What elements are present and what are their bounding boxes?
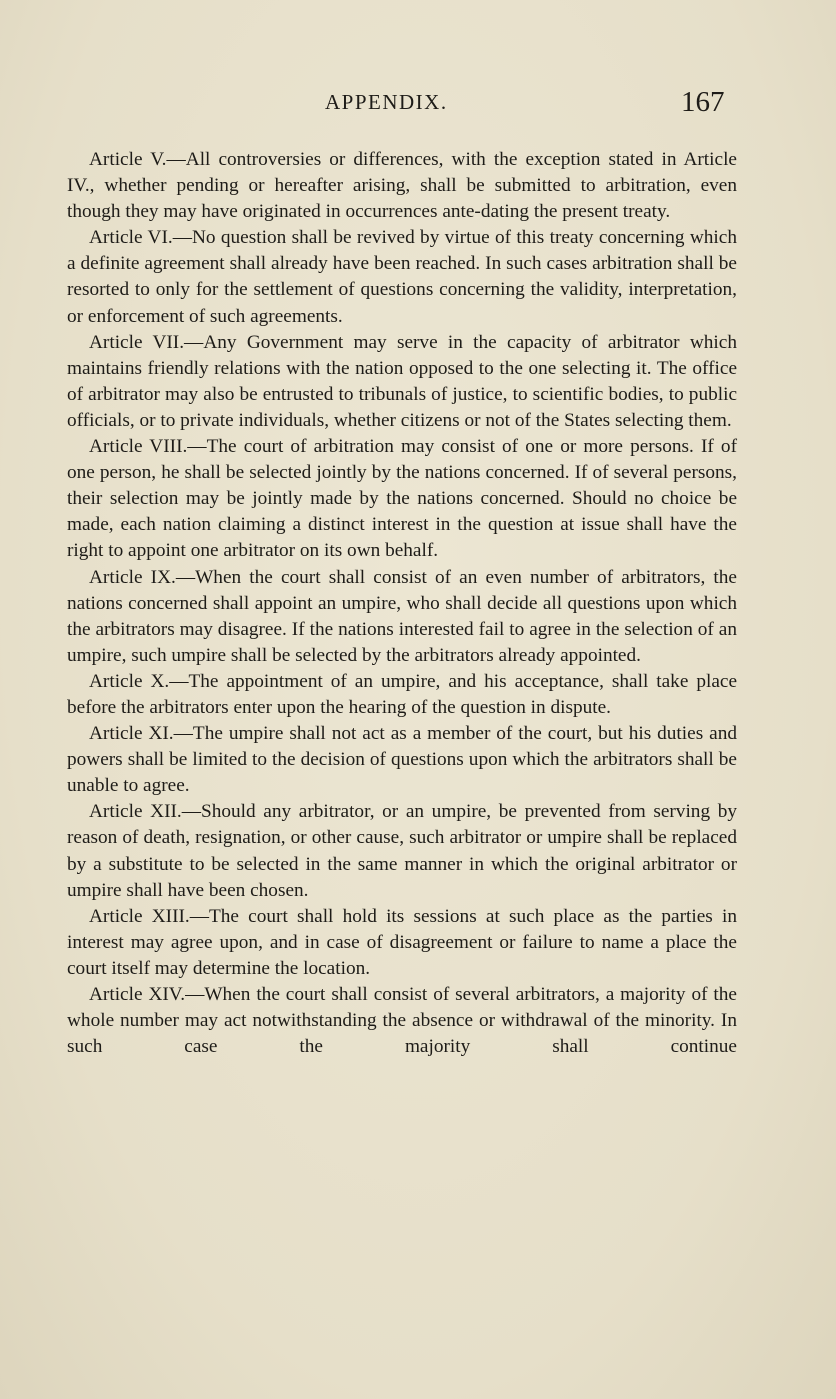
article-ix-paragraph: Article IX.—When the court shall consist of an even number of arbitrators, the nations concerned shall appoint an umpire, who shall decide all questions upon which the arbitrators may disagree. If the nations interested fail to agree in the selection of an umpire, such umpire shall be selected by the arbitrators already appointed.	[67, 566, 737, 666]
article-v-paragraph: Article V.—All controversies or differences, with the exception stated in Article IV., whether pending or hereafter arising, shall be submitted to arbitration, even though they may have originated in occurrences ante-dating the present treaty.	[67, 149, 737, 223]
article-xi-paragraph: Article XI.—The umpire shall not act as a member of the court, but his duties and powers shall be limited to the decision of questions upon which the arbitrators shall be unable to agree.	[67, 723, 737, 797]
article-xii-paragraph: Article XII.—Should any arbitrator, or an umpire, be prevented from serving by reason of death, resignation, or other cause, such arbitrator or umpire shall be replaced by a substitute to be selected in the same manner in which the original arbitrator or umpire shall have been chosen.	[67, 801, 737, 901]
page-header	[0, 86, 836, 126]
article-xiv-paragraph: Article XIV.—When the court shall consist of several arbitrators, a majority of the whole number may act notwithstanding the absence or withdrawal of the minority. In such case the majority shall continue	[67, 984, 737, 1058]
article-xiii-paragraph: Article XIII.—The court shall hold its sessions at such place as the parties in interest may agree upon, and in case of disagreement or failure to name a place the court itself may determine the location.	[67, 905, 737, 979]
article-x-paragraph: Article X.—The appointment of an umpire, and his acceptance, shall take place before the arbitrators enter upon the hearing of the question in dispute.	[67, 670, 737, 718]
article-vii-paragraph: Article VII.—Any Government may serve in the capacity of arbitrator which maintains friendly relations with the nation opposed to the one selecting it. The office of arbitrator may also be entrusted to tribunals of justice, to scientific bodies, to public officials, or to private individuals, whether citizens or not of the States selecting them.	[67, 331, 737, 431]
article-viii-paragraph: Article VIII.—The court of arbitration may consist of one or more persons. If of one person, he shall be selected jointly by the nations concerned. If of several persons, their selection may be jointly made by the nations concerned. Should no choice be made, each nation claiming a distinct interest in the question at issue shall have the right to appoint one arbitrator on its own behalf.	[67, 436, 737, 562]
running-head: APPENDIX.	[325, 90, 448, 114]
body-text	[67, 147, 737, 1060]
article-vi-paragraph: Article VI.—No question shall be revived by virtue of this treaty concerning which a definite agreement shall already have been reached. In such cases arbitration shall be resorted to only for the settlement of questions concerning the validity, interpretation, or enforcement of such agreements.	[67, 227, 737, 327]
page-number: 167	[681, 86, 725, 118]
